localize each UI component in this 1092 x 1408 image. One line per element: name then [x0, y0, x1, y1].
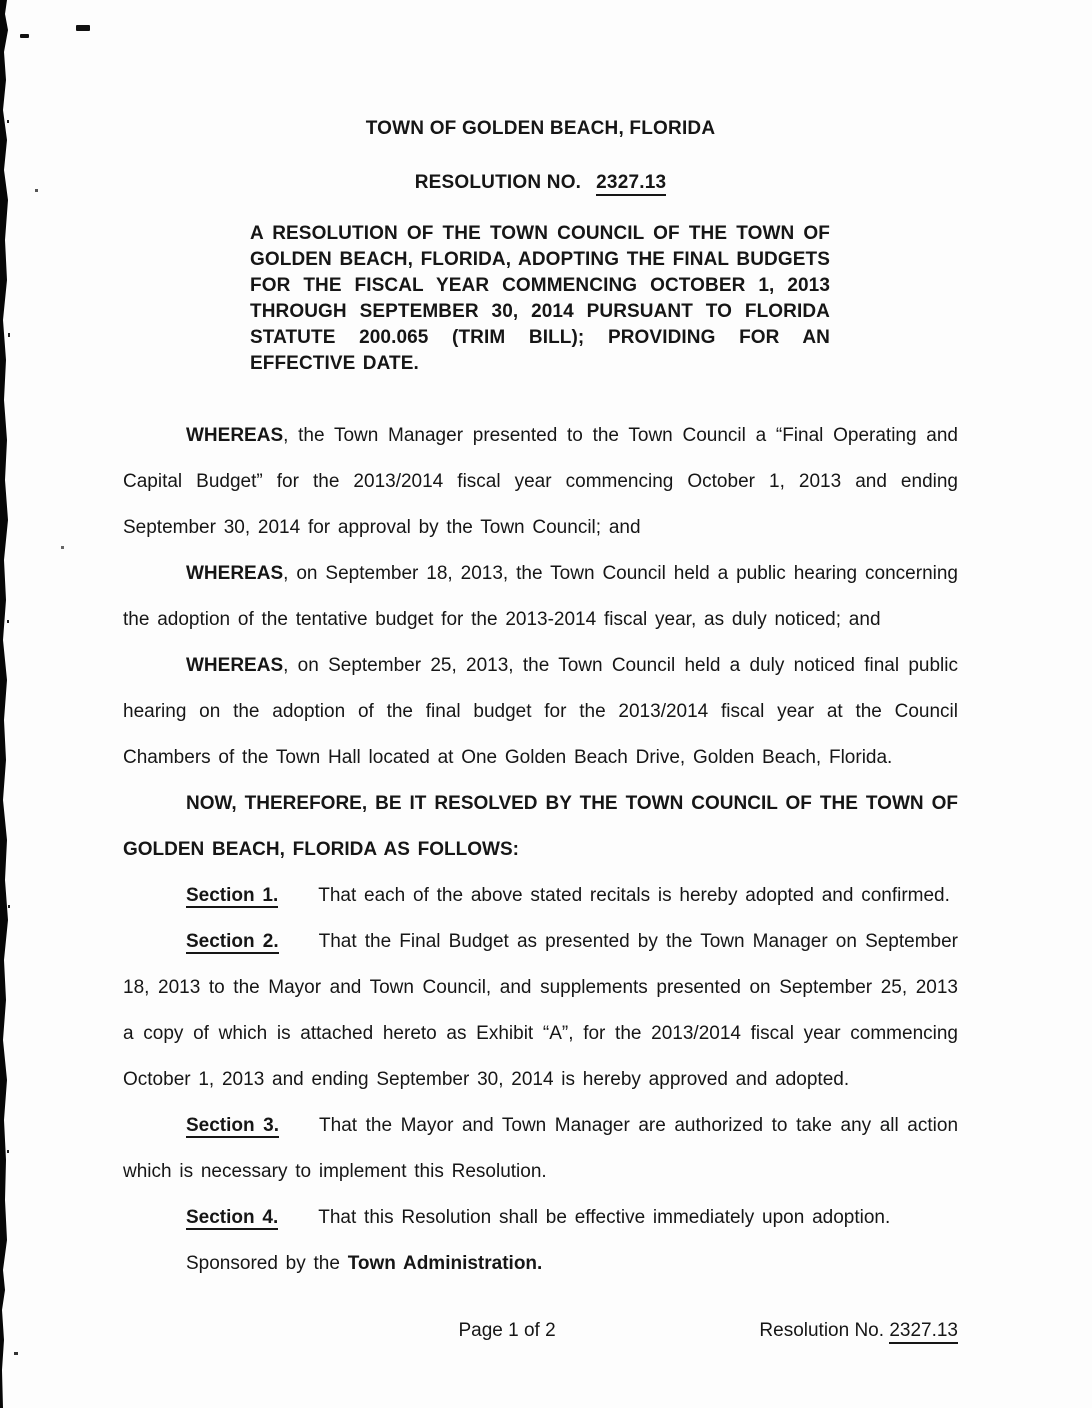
section-4 — [123, 1195, 958, 1241]
scan-speck-artifact — [35, 189, 38, 192]
whereas-lead: WHEREAS — [186, 655, 284, 676]
sponsor-name: Town Administration. — [347, 1253, 543, 1274]
section-2-label: Section 2. — [186, 931, 279, 952]
whereas-body: , on September 25, 2013, the Town Council held a duly noticed final public hearing on the adoption of the final budget for the 2013/2014 fiscal year at the Council Chambers of the Town Hall located at One Golden Beach Drive, Golden Beach, Florida. — [123, 655, 958, 768]
whereas-lead: WHEREAS — [186, 425, 284, 446]
document-body — [123, 0, 958, 1408]
whereas-clause-3 — [123, 643, 958, 781]
section-3-label: Section 3. — [186, 1115, 280, 1136]
footer-resolution-label: Resolution No. — [759, 1320, 890, 1341]
section-3 — [123, 1103, 958, 1195]
pen-mark-artifact — [20, 34, 29, 38]
whereas-body: , the Town Manager presented to the Town Council a “Final Operating and Capital Budget” for the 2013/2014 fiscal year commencing October 1, 2013 and ending September 30, 2014 for approval by the Town Council; and — [123, 425, 958, 538]
sponsor-prefix: Sponsored by the — [186, 1253, 348, 1274]
resolved-clause: NOW, THEREFORE, BE IT RESOLVED BY THE TOWN COUNCIL OF THE TOWN OF GOLDEN BEACH, FLORIDA AS FOLLOWS: — [123, 793, 958, 860]
section-2-text: That the Final Budget as presented by the Town Manager on September 18, 2013 to the Mayor and Town Council, and supplements presented on September 25, 2013 a copy of which is attached hereto as Exhibit “A”, for the 2013/2014 fiscal year commencing October 1, 2013 and ending September 30, 2014 is hereby approved and adopted. — [123, 931, 959, 1090]
section-1 — [123, 873, 958, 919]
resolution-label: RESOLUTION NO. — [414, 172, 582, 193]
pen-mark-artifact — [76, 25, 90, 31]
whereas-lead: WHEREAS — [186, 563, 284, 584]
footer-resolution-number: 2327.13 — [889, 1320, 958, 1344]
scan-speck-artifact — [14, 1352, 18, 1355]
document-title: TOWN OF GOLDEN BEACH, FLORIDA — [365, 118, 716, 139]
resolution-heading — [123, 171, 958, 194]
scan-speck-artifact — [61, 546, 64, 549]
page-footer — [123, 1320, 958, 1346]
footer-resolution-ref — [759, 1320, 958, 1342]
section-2 — [123, 919, 958, 1103]
resolution-summary: A RESOLUTION OF THE TOWN COUNCIL OF THE TOWN OF GOLDEN BEACH, FLORIDA, ADOPTING THE FINAL BUDGETS FOR THE FISCAL YEAR COMMENCING OCTOBER 1, 2013 THROUGH SEPTEMBER 30, 2014 PURSUANT TO FLORIDA STATUTE 200.065 (TRIM BILL); PROVIDING FOR AN EFFECTIVE DATE. — [250, 223, 830, 374]
whereas-body: , on September 18, 2013, the Town Council held a public hearing concerning the adoption of the tentative budget for the 2013-2014 fiscal year, as duly noticed; and — [123, 563, 958, 630]
resolution-number: 2327.13 — [596, 172, 666, 196]
section-3-text: That the Mayor and Town Manager are authorized to take any all action which is necessary to implement this Resolution. — [123, 1115, 959, 1182]
scan-edge-artifact — [0, 0, 12, 1408]
section-4-text: That this Resolution shall be effective immediately upon adoption. — [318, 1207, 891, 1228]
resolution-text — [123, 413, 958, 1287]
section-4-label: Section 4. — [186, 1207, 279, 1228]
whereas-clause-1 — [123, 413, 958, 551]
whereas-clause-2 — [123, 551, 958, 643]
section-1-label: Section 1. — [186, 885, 279, 906]
sponsor-line — [123, 1241, 958, 1287]
section-1-text: That each of the above stated recitals is hereby adopted and confirmed. — [318, 885, 950, 906]
page-number-indicator: Page 1 of 2 — [458, 1320, 556, 1341]
